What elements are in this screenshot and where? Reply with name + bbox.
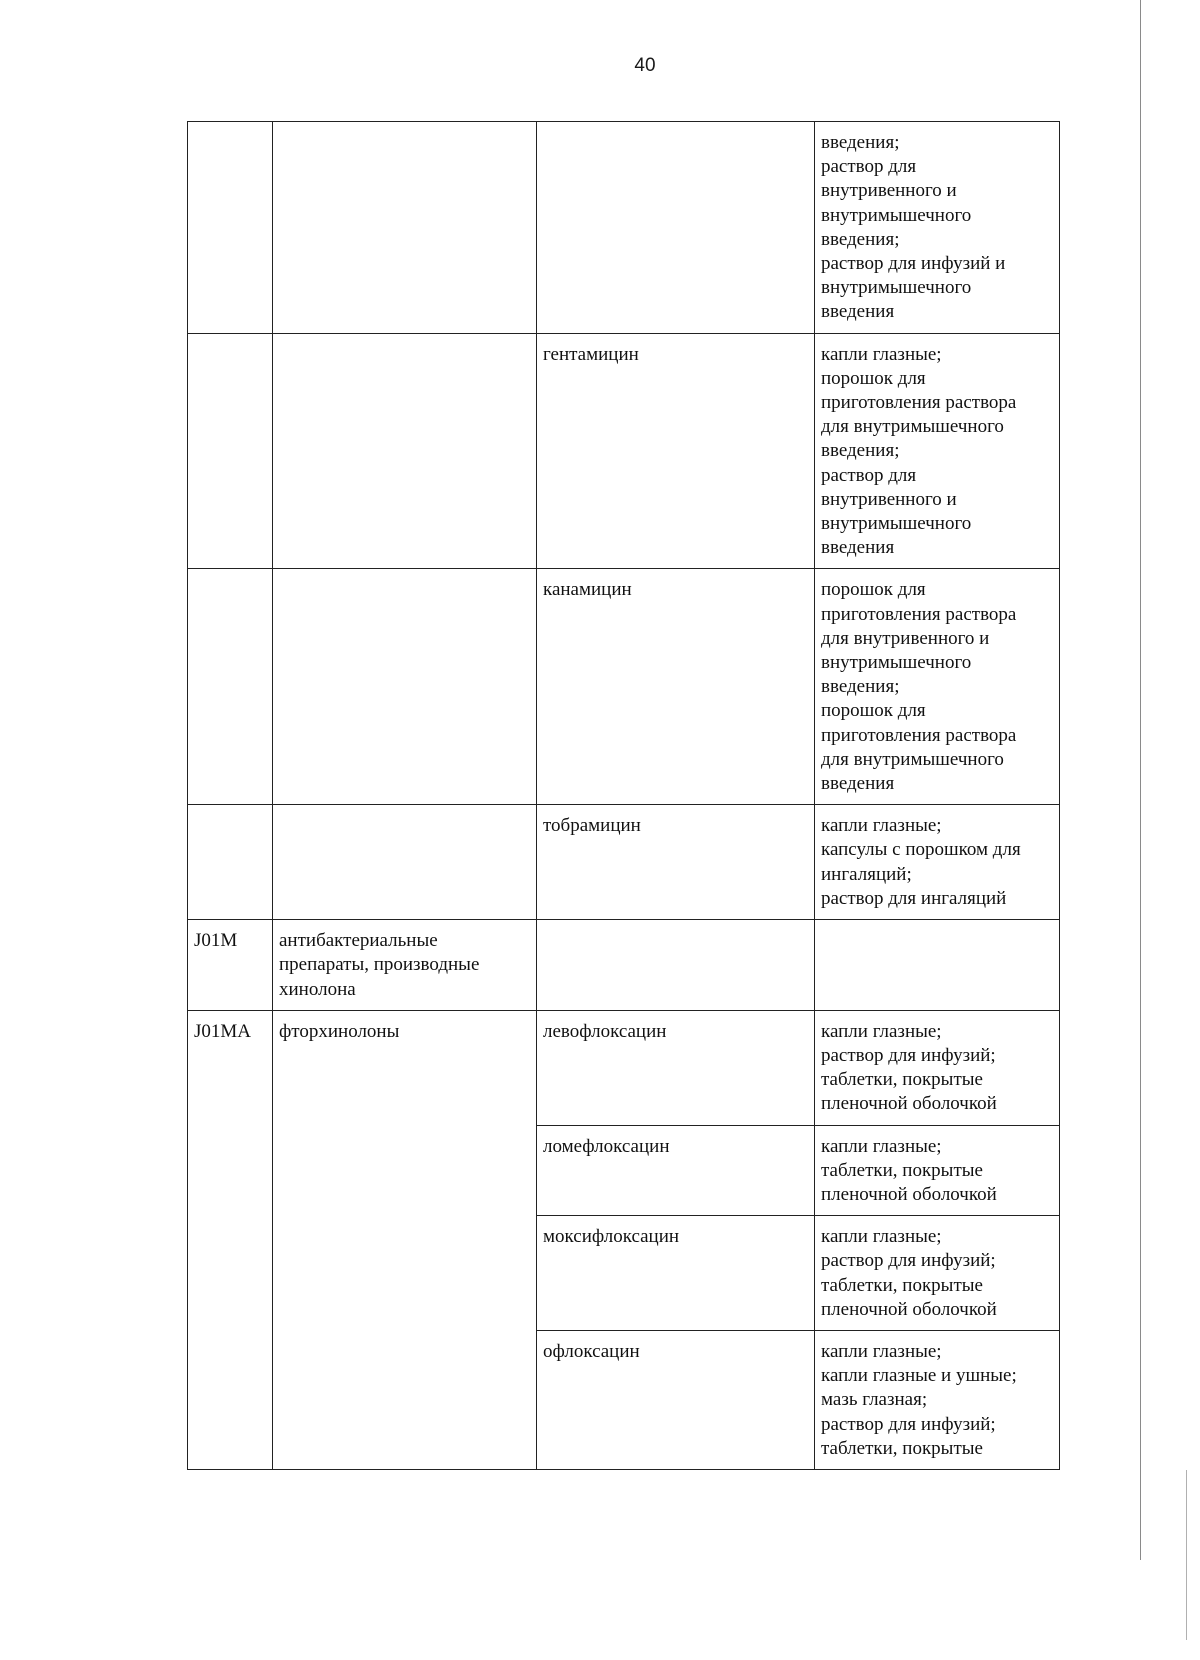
- group-name-cell: [273, 569, 537, 805]
- drug-name-cell: канамицин: [537, 569, 815, 805]
- drug-name-cell: офлоксацин: [537, 1330, 815, 1469]
- atc-code-cell: J01M: [188, 920, 273, 1011]
- dosage-forms-cell: капли глазные; раствор для инфузий; таблетки, покрытые пленочной оболочкой: [815, 1010, 1060, 1125]
- drug-name-cell: тобрамицин: [537, 805, 815, 920]
- dosage-forms-cell: порошок для приготовления раствора для внутривенного и внутримышечного введения; порошок для приготовления раствора для внутримышечного введения: [815, 569, 1060, 805]
- drug-table: [187, 121, 1060, 1470]
- table-row: [188, 805, 1060, 920]
- scan-edge-line: [1140, 0, 1141, 1560]
- dosage-forms-cell: капли глазные; капли глазные и ушные; мазь глазная; раствор для инфузий; таблетки, покрытые: [815, 1330, 1060, 1469]
- drug-name-cell: моксифлоксацин: [537, 1216, 815, 1331]
- table-row: [188, 1125, 1060, 1216]
- group-name-cell: фторхинолоны: [273, 1010, 537, 1125]
- atc-code-cell: [188, 333, 273, 569]
- table-row: [188, 1216, 1060, 1331]
- atc-code-cell: [188, 805, 273, 920]
- atc-code-cell: [188, 569, 273, 805]
- table-row: [188, 920, 1060, 1011]
- drug-name-cell: гентамицин: [537, 333, 815, 569]
- page-number: 40: [634, 55, 656, 76]
- drug-name-cell: [537, 920, 815, 1011]
- drug-name-cell: левофлоксацин: [537, 1010, 815, 1125]
- table-row: [188, 333, 1060, 569]
- dosage-forms-cell: капли глазные; порошок для приготовления раствора для внутримышечного введения; раствор для внутривенного и внутримышечного введения: [815, 333, 1060, 569]
- atc-code-cell: [188, 1125, 273, 1216]
- group-name-cell: антибактериальные препараты, производные хинолона: [273, 920, 537, 1011]
- dosage-forms-cell: капли глазные; таблетки, покрытые пленочной оболочкой: [815, 1125, 1060, 1216]
- group-name-cell: [273, 122, 537, 334]
- dosage-forms-cell: введения; раствор для внутривенного и внутримышечного введения; раствор для инфузий и внутримышечного введения: [815, 122, 1060, 334]
- dosage-forms-cell: капли глазные; раствор для инфузий; таблетки, покрытые пленочной оболочкой: [815, 1216, 1060, 1331]
- table-row: [188, 122, 1060, 334]
- dosage-forms-cell: капли глазные; капсулы с порошком для ингаляций; раствор для ингаляций: [815, 805, 1060, 920]
- group-name-cell: [273, 333, 537, 569]
- scan-edge-line-lower: [1186, 1470, 1187, 1640]
- group-name-cell: [273, 1330, 537, 1469]
- atc-code-cell: [188, 1330, 273, 1469]
- group-name-cell: [273, 1125, 537, 1216]
- drug-name-cell: ломефлоксацин: [537, 1125, 815, 1216]
- drug-name-cell: [537, 122, 815, 334]
- atc-code-cell: [188, 1216, 273, 1331]
- dosage-forms-cell: [815, 920, 1060, 1011]
- table-row: [188, 1330, 1060, 1469]
- table-row: [188, 1010, 1060, 1125]
- atc-code-cell: J01MA: [188, 1010, 273, 1125]
- group-name-cell: [273, 805, 537, 920]
- group-name-cell: [273, 1216, 537, 1331]
- atc-code-cell: [188, 122, 273, 334]
- table-row: [188, 569, 1060, 805]
